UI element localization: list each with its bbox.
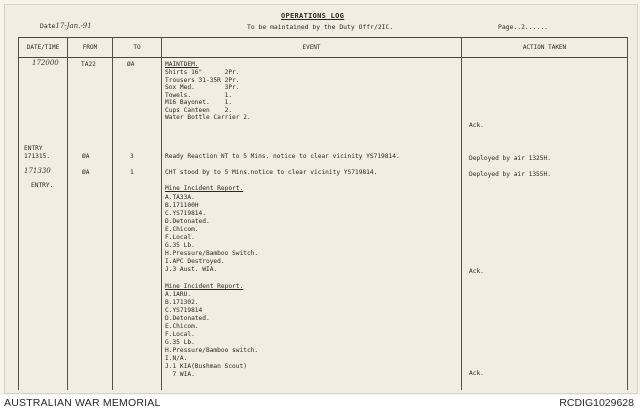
date-field xyxy=(40,22,92,30)
row1-event-line: Cups Canteen 2. xyxy=(165,106,233,114)
row1-action: Ack. xyxy=(469,122,484,129)
row4-event-title: Mine Incident Report. xyxy=(165,185,244,192)
log-sheet xyxy=(4,4,638,394)
row1-datetime: 172000 xyxy=(32,59,59,67)
row1-event-line: Shirts 16" 2Pr. xyxy=(165,69,240,76)
row4-event-line: A.TA33A. xyxy=(165,194,195,201)
row5-event-line: E.Chicom. xyxy=(165,323,199,330)
row5-action: Ack. xyxy=(469,370,484,377)
column-header-to: TO xyxy=(133,44,141,51)
column-header-event: EVENT xyxy=(302,44,321,51)
table-top-rule xyxy=(18,37,628,38)
row5-event-line: J.1 KIA(Bushman Scout) xyxy=(165,363,247,370)
row2-datetime-prefix: ENTRY xyxy=(24,145,43,152)
row1-event-line: Towels. 1. xyxy=(165,91,233,99)
row1-from: TA22 xyxy=(81,61,96,68)
row5-event-line: C.YS719814 xyxy=(165,307,203,314)
row5-event-line: A.1ARU. xyxy=(165,291,192,298)
row4-event-line: H.Pressure/Bamboo Switch. xyxy=(165,250,259,257)
row4-event-line: D.Detonated. xyxy=(165,218,210,225)
row1-event-line: Trousers 31-35R 2Pr. xyxy=(165,76,240,84)
row5-event-line: D.Detonated. xyxy=(165,315,210,322)
row3-from: ØA xyxy=(82,169,90,176)
page-subtitle: To be maintained by the Duty Offr/2IC. xyxy=(247,23,394,31)
row4-event-line: G.35 Lb. xyxy=(165,242,195,249)
row4-datetime: ENTRY. xyxy=(31,182,54,189)
date-value: 17-Jan.-91 xyxy=(55,22,92,30)
row2-action: Deployed by air 1325H. xyxy=(469,155,551,162)
row1-event-title: MAINTDEM. xyxy=(165,61,199,68)
row5-event-line: G.35 Lb. xyxy=(165,339,195,346)
row3-to: 1 xyxy=(130,169,134,176)
column-header-from: FROM xyxy=(82,44,98,51)
row3-event: CHT stood by to 5 Mins.notice to clear vicinity YS719814. xyxy=(165,169,378,176)
row1-event-line: M16 Bayonet. 1. xyxy=(165,99,233,106)
column-header-action: ACTION TAKEN xyxy=(522,44,567,51)
column-divider xyxy=(18,37,19,390)
row2-to: 3 xyxy=(130,153,134,160)
row2-datetime: 171315. xyxy=(24,153,51,160)
row5-event-line: 7 WIA. xyxy=(165,371,195,378)
row3-datetime: 171330 xyxy=(24,167,51,175)
row1-event-line: Water Bottle Carrier 2. xyxy=(165,114,251,121)
row5-event-line: F.Local. xyxy=(165,331,195,338)
page-number: Page..2...... xyxy=(498,23,549,31)
row4-event-line: J.3 Aust. WIA. xyxy=(165,266,218,273)
row5-event-line: H.Pressure/Bamboo switch. xyxy=(165,347,259,354)
row3-action: Deployed by air 1355H. xyxy=(469,171,551,178)
row4-action: Ack. xyxy=(469,268,484,275)
row2-event: Ready Reaction NT to 5 Mins. notice to clear vicinity YS719814. xyxy=(165,153,400,160)
row5-event-line: I.N/A. xyxy=(165,355,188,362)
row2-from: ØA xyxy=(82,153,90,160)
column-divider xyxy=(67,37,68,390)
row4-event-line: F.Local. xyxy=(165,234,195,241)
row4-event-line: E.Chicom. xyxy=(165,226,199,233)
date-label: Date xyxy=(40,22,56,30)
reference-code: RCDIG1029628 xyxy=(559,397,634,409)
row4-event-line: I.APC Destroyed. xyxy=(165,258,225,265)
column-divider xyxy=(161,37,162,390)
row1-to: ØA xyxy=(127,61,135,68)
column-divider xyxy=(461,37,462,390)
row1-event-line: Sox Med. 3Pr. xyxy=(165,84,240,91)
table-header-rule xyxy=(18,57,628,58)
row4-event-line: C.YS719814. xyxy=(165,210,206,217)
column-divider xyxy=(112,37,113,390)
institution-label: AUSTRALIAN WAR MEMORIAL xyxy=(4,397,161,409)
column-header-datetime: DATE/TIME xyxy=(26,44,60,51)
page-title: OPERATIONS LOG xyxy=(281,12,345,20)
row5-event-line: B.171302. xyxy=(165,299,199,306)
row5-event-title: Mine Incident Report. xyxy=(165,283,244,290)
archive-footer xyxy=(0,395,640,411)
column-divider xyxy=(627,37,628,390)
row4-event-line: B.171100H xyxy=(165,202,199,209)
